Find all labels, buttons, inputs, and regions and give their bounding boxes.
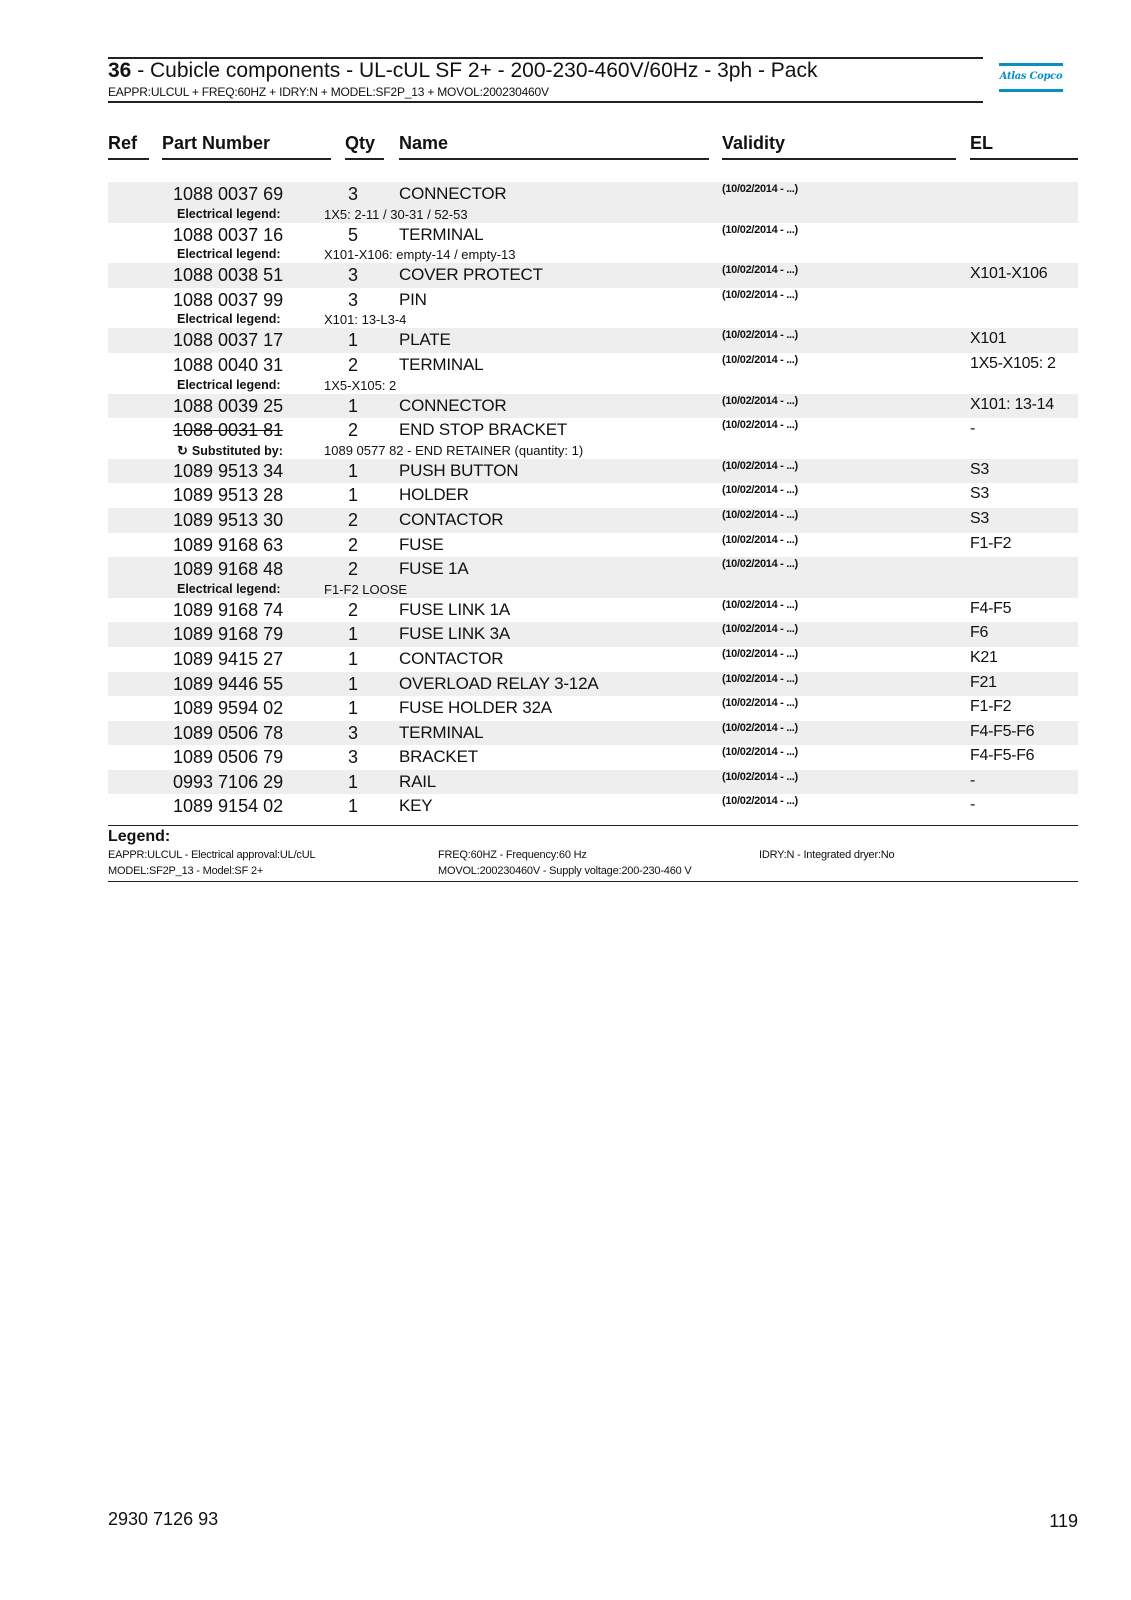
- quantity: 3: [347, 184, 358, 204]
- electrical-legend-line: [108, 378, 1078, 394]
- refresh-icon: ↻: [177, 442, 188, 458]
- row-main-line: [108, 672, 1078, 697]
- table-row: [108, 353, 1078, 394]
- validity: (10/02/2014 - ...): [722, 533, 798, 546]
- validity: (10/02/2014 - ...): [722, 721, 798, 734]
- part-name: PLATE: [399, 330, 451, 350]
- electrical-label: X101: [970, 330, 1007, 348]
- sub-text: F1-F2 LOOSE: [324, 581, 408, 597]
- sub-label: [177, 247, 281, 261]
- legend-bottom-rule: [108, 881, 1078, 882]
- header-underline-ref: [108, 158, 149, 160]
- part-number[interactable]: 1088 0038 51: [173, 265, 284, 286]
- row-main-line: [108, 533, 1078, 558]
- quantity: 2: [347, 509, 358, 530]
- electrical-label: X101-X106: [970, 265, 1048, 283]
- sub-label: [177, 378, 281, 392]
- table-row: [108, 483, 1078, 508]
- row-main-line: [108, 598, 1078, 623]
- electrical-label: F1-F2: [970, 534, 1012, 552]
- quantity: 1: [347, 460, 358, 481]
- row-main-line: [108, 328, 1078, 353]
- sub-text: X101-X106: empty-14 / empty-13: [324, 247, 516, 263]
- row-main-line: [108, 353, 1078, 378]
- row-main-line: [108, 557, 1078, 582]
- quantity: 1: [347, 673, 358, 694]
- validity: (10/02/2014 - ...): [722, 264, 798, 277]
- legend-item: MOVOL:200230460V - Supply voltage:200-230-460 V: [438, 865, 692, 877]
- validity: (10/02/2014 - ...): [722, 558, 798, 571]
- table-row: [108, 533, 1078, 558]
- legend-item: EAPPR:ULCUL - Electrical approval:UL/cUL: [108, 849, 316, 861]
- quantity: 2: [347, 559, 358, 580]
- table-row: [108, 598, 1078, 623]
- table-row: [108, 647, 1078, 672]
- logo-text: Atlas Copco: [999, 71, 1063, 82]
- row-main-line: [108, 745, 1078, 770]
- electrical-label: -: [970, 796, 976, 814]
- sub-text: X101: 13-L3-4: [324, 312, 407, 328]
- header-underline-name: [399, 158, 709, 160]
- electrical-label: F1-F2: [970, 698, 1012, 716]
- row-main-line: [108, 182, 1078, 207]
- part-number[interactable]: 1088 0031 81: [173, 420, 284, 441]
- sub-label-text: Electrical legend:: [177, 581, 281, 596]
- table-row: [108, 418, 1078, 459]
- legend-title: Legend:: [108, 828, 171, 845]
- electrical-label: F4-F5-F6: [970, 722, 1035, 740]
- row-main-line: [108, 622, 1078, 647]
- part-name: BRACKET: [399, 747, 478, 767]
- table-row: [108, 557, 1078, 598]
- quantity: 1: [347, 395, 358, 416]
- part-name: OVERLOAD RELAY 3-12A: [399, 673, 599, 693]
- legend-item: MODEL:SF2P_13 - Model:SF 2+: [108, 865, 264, 877]
- row-main-line: [108, 647, 1078, 672]
- part-number[interactable]: 1088 0037 17: [173, 330, 284, 351]
- part-name: TERMINAL: [399, 224, 484, 244]
- validity: (10/02/2014 - ...): [722, 508, 798, 521]
- logo-band-top: [999, 63, 1063, 66]
- table-row: [108, 182, 1078, 223]
- table-row: [108, 672, 1078, 697]
- section-number: 36: [108, 59, 132, 82]
- substitution-line: [108, 443, 1078, 459]
- table-row: [108, 328, 1078, 353]
- part-name: TERMINAL: [399, 354, 484, 374]
- part-name: COVER PROTECT: [399, 265, 543, 285]
- quantity: 2: [347, 420, 358, 441]
- part-number[interactable]: 1089 9168 74: [173, 599, 284, 620]
- electrical-label: 1X5-X105: 2: [970, 354, 1056, 372]
- table-row: [108, 508, 1078, 533]
- atlas-copco-logo: [999, 63, 1063, 95]
- electrical-label: F21: [970, 673, 997, 691]
- sub-label-text: Electrical legend:: [177, 206, 281, 221]
- sub-label-text: Electrical legend:: [177, 312, 281, 327]
- table-row: [108, 223, 1078, 264]
- part-name: CONTACTOR: [399, 648, 504, 668]
- part-number[interactable]: 0993 7106 29: [173, 771, 284, 792]
- table-row: [108, 622, 1078, 647]
- part-number[interactable]: 1089 9513 30: [173, 509, 284, 530]
- part-number[interactable]: 1088 0040 31: [173, 354, 284, 375]
- sub-text[interactable]: 1089 0577 82 - END RETAINER (quantity: 1): [324, 442, 584, 458]
- row-main-line: [108, 459, 1078, 484]
- validity: (10/02/2014 - ...): [722, 419, 798, 432]
- validity: (10/02/2014 - ...): [722, 746, 798, 759]
- parts-table: [108, 182, 1078, 819]
- sub-label-text: Substituted by:: [191, 443, 283, 458]
- table-row: [108, 770, 1078, 795]
- quantity: 1: [347, 698, 358, 719]
- table-row: [108, 394, 1078, 419]
- legend-item: FREQ:60HZ - Frequency:60 Hz: [438, 849, 587, 861]
- part-number[interactable]: 1089 9415 27: [173, 648, 284, 669]
- part-number[interactable]: 1089 9513 28: [173, 485, 284, 506]
- document-number: 2930 7126 93: [108, 1509, 219, 1529]
- sub-label: [177, 312, 281, 326]
- header-underline-el: [970, 158, 1078, 160]
- part-number[interactable]: 1088 0037 99: [173, 289, 284, 310]
- table-row: [108, 745, 1078, 770]
- column-header-name: Name: [399, 133, 449, 153]
- table-row: [108, 696, 1078, 721]
- part-number[interactable]: 1089 0506 79: [173, 747, 284, 768]
- header-underline-qty: [345, 158, 384, 160]
- quantity: 2: [347, 354, 358, 375]
- part-number[interactable]: 1089 9168 48: [173, 559, 284, 580]
- part-number[interactable]: 1089 9446 55: [173, 673, 284, 694]
- validity: (10/02/2014 - ...): [722, 795, 798, 808]
- part-name: FUSE LINK 3A: [399, 624, 510, 644]
- quantity: 2: [347, 534, 358, 555]
- part-number[interactable]: 1089 9168 79: [173, 624, 284, 645]
- sub-label: [177, 582, 281, 596]
- quantity: 1: [347, 330, 358, 351]
- page-subtitle: EAPPR:ULCUL + FREQ:60HZ + IDRY:N + MODEL:SF2P_13 + MOVOL:200230460V: [108, 85, 549, 99]
- column-header-validity: Validity: [722, 133, 786, 153]
- part-name: CONNECTOR: [399, 395, 507, 415]
- quantity: 3: [347, 747, 358, 768]
- validity: (10/02/2014 - ...): [722, 697, 798, 710]
- quantity: 3: [347, 289, 358, 310]
- sub-text: 1X5-X105: 2: [324, 377, 397, 393]
- logo-band-bottom: [999, 89, 1063, 92]
- electrical-label: K21: [970, 648, 998, 666]
- validity: (10/02/2014 - ...): [722, 672, 798, 685]
- validity: (10/02/2014 - ...): [722, 329, 798, 342]
- electrical-legend-line: [108, 582, 1078, 598]
- part-name: FUSE HOLDER 32A: [399, 698, 552, 718]
- header-bottom-rule: [108, 101, 983, 103]
- validity: (10/02/2014 - ...): [722, 183, 798, 195]
- electrical-label: S3: [970, 460, 989, 478]
- row-main-line: [108, 223, 1078, 248]
- part-number[interactable]: 1089 9154 02: [173, 796, 284, 817]
- electrical-label: -: [970, 420, 976, 438]
- table-row: [108, 794, 1078, 819]
- page-number: 119: [1049, 1511, 1078, 1531]
- validity: (10/02/2014 - ...): [722, 223, 798, 236]
- validity: (10/02/2014 - ...): [722, 770, 798, 783]
- validity: (10/02/2014 - ...): [722, 598, 798, 611]
- column-header-el: EL: [970, 133, 994, 153]
- validity: (10/02/2014 - ...): [722, 394, 798, 407]
- row-main-line: [108, 721, 1078, 746]
- page-title: [108, 58, 817, 84]
- row-main-line: [108, 263, 1078, 288]
- row-main-line: [108, 418, 1078, 443]
- electrical-legend-line: [108, 312, 1078, 328]
- row-main-line: [108, 508, 1078, 533]
- part-number[interactable]: 1089 9168 63: [173, 534, 284, 555]
- part-name: FUSE: [399, 534, 444, 554]
- sub-label-text: Electrical legend:: [177, 247, 281, 262]
- row-main-line: [108, 696, 1078, 721]
- section-title: - Cubicle components - UL-cUL SF 2+ - 200-230-460V/60Hz - 3ph - Pack: [131, 59, 818, 82]
- electrical-label: F4-F5: [970, 599, 1012, 617]
- part-name: KEY: [399, 796, 433, 816]
- row-main-line: [108, 770, 1078, 795]
- quantity: 1: [347, 485, 358, 506]
- sub-text: 1X5: 2-11 / 30-31 / 52-53: [324, 206, 468, 222]
- column-header-ref: Ref: [108, 133, 138, 153]
- electrical-legend-line: [108, 207, 1078, 223]
- quantity: 5: [347, 224, 358, 245]
- validity: (10/02/2014 - ...): [722, 484, 798, 497]
- electrical-label: S3: [970, 509, 989, 527]
- validity: (10/02/2014 - ...): [722, 353, 798, 366]
- part-name: CONTACTOR: [399, 509, 504, 529]
- row-main-line: [108, 794, 1078, 819]
- column-header-part-number: Part Number: [162, 133, 271, 153]
- validity: (10/02/2014 - ...): [722, 459, 798, 472]
- part-number[interactable]: 1089 9594 02: [173, 698, 284, 719]
- validity: (10/02/2014 - ...): [722, 647, 798, 660]
- part-number[interactable]: 1089 9513 34: [173, 460, 284, 481]
- part-name: PIN: [399, 289, 427, 309]
- quantity: 1: [347, 624, 358, 645]
- part-number[interactable]: 1089 0506 78: [173, 722, 284, 743]
- row-main-line: [108, 394, 1078, 419]
- quantity: 1: [347, 771, 358, 792]
- table-row: [108, 288, 1078, 329]
- table-row: [108, 721, 1078, 746]
- quantity: 3: [347, 265, 358, 286]
- electrical-legend-line: [108, 247, 1078, 263]
- row-main-line: [108, 288, 1078, 313]
- part-name: PUSH BUTTON: [399, 460, 519, 480]
- sub-label: [177, 443, 283, 459]
- part-name: RAIL: [399, 771, 436, 791]
- part-number[interactable]: 1088 0037 16: [173, 224, 284, 245]
- electrical-label: F6: [970, 624, 989, 642]
- header-underline-validity: [722, 158, 956, 160]
- quantity: 3: [347, 722, 358, 743]
- legend-item: IDRY:N - Integrated dryer:No: [759, 849, 895, 861]
- sub-label: [177, 207, 281, 221]
- part-number[interactable]: 1088 0039 25: [173, 395, 284, 416]
- table-row: [108, 459, 1078, 484]
- electrical-label: S3: [970, 485, 989, 503]
- column-header-qty: Qty: [345, 133, 376, 153]
- part-name: FUSE 1A: [399, 559, 469, 579]
- electrical-label: F4-F5-F6: [970, 747, 1035, 765]
- part-number[interactable]: 1088 0037 69: [173, 184, 284, 204]
- quantity: 2: [347, 599, 358, 620]
- electrical-label: X101: 13-14: [970, 395, 1054, 413]
- legend-top-rule: [108, 825, 1078, 826]
- table-row: [108, 263, 1078, 288]
- part-name: FUSE LINK 1A: [399, 599, 510, 619]
- quantity: 1: [347, 796, 358, 817]
- part-name: CONNECTOR: [399, 184, 507, 203]
- electrical-label: -: [970, 771, 976, 789]
- part-name: HOLDER: [399, 485, 469, 505]
- part-name: END STOP BRACKET: [399, 420, 568, 440]
- row-main-line: [108, 483, 1078, 508]
- validity: (10/02/2014 - ...): [722, 623, 798, 636]
- validity: (10/02/2014 - ...): [722, 288, 798, 301]
- part-name: TERMINAL: [399, 722, 484, 742]
- header-underline-part: [162, 158, 331, 160]
- sub-label-text: Electrical legend:: [177, 377, 281, 392]
- quantity: 1: [347, 648, 358, 669]
